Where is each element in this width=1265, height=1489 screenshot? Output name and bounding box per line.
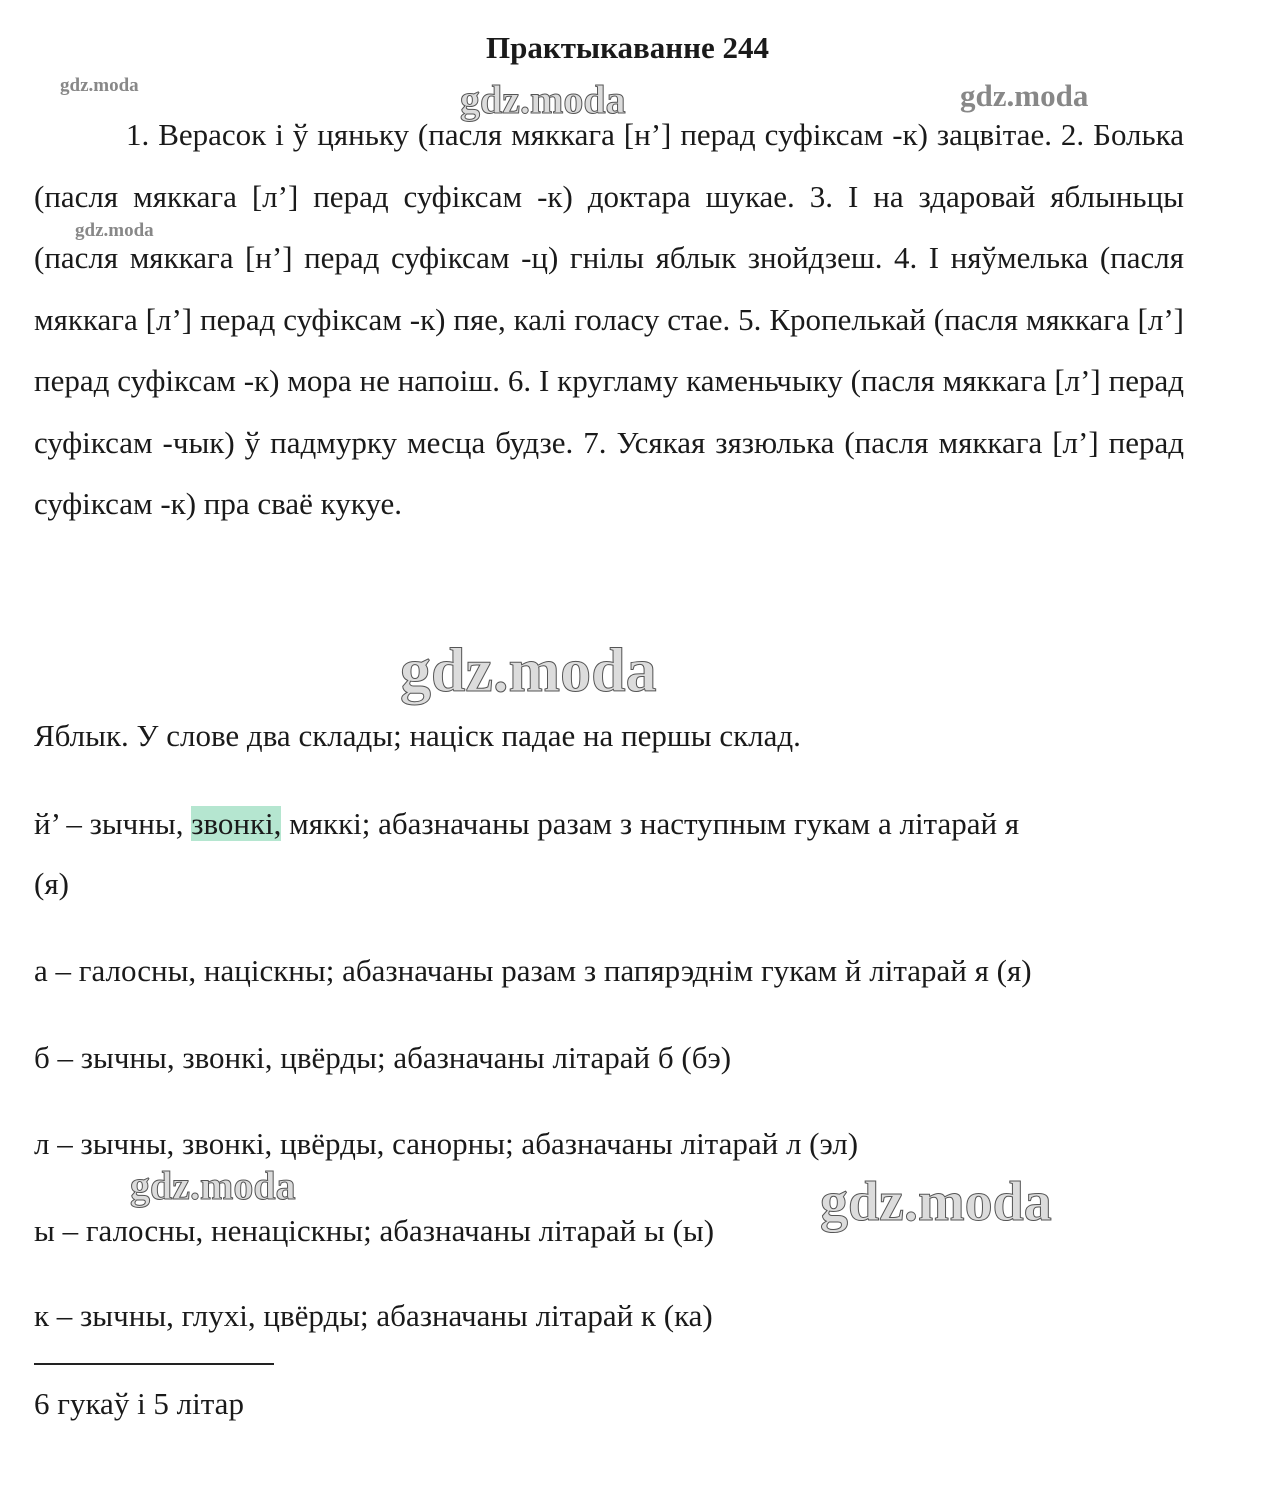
sound-b-line: б – зычны, звонкі, цвёрды; абазначаны літарай б (бэ) (34, 1040, 732, 1075)
page-title: Практыкаванне 244 (485, 30, 769, 65)
watermark-logo: gdz.moda (460, 77, 626, 122)
sound-y-line (34, 806, 1019, 842)
watermark-logo: gdz.moda (400, 637, 657, 705)
exercise-text (34, 104, 1184, 535)
sound-l-line: л – зычны, звонкі, цвёрды, санорны; абазначаны літарай л (эл) (34, 1126, 859, 1161)
sound-y-text-rest: мяккі; абазначаны разам з наступным гукам а літарай я (281, 806, 1020, 841)
watermark-logo: gdz.moda (75, 220, 154, 241)
highlighted-word: звонкі, (191, 806, 282, 841)
summary-text: 6 гукаў і 5 літар (34, 1386, 244, 1421)
watermark-logo: gdz.moda (820, 1171, 1052, 1233)
exercise-paragraph: 1. Верасок і ў цяньку (пасля мяккага [н’] перад суфіксам -к) зацвітае. 2. Болька (пасля мяккага [л’] перад суфіксам -к) доктара шукае. 3. І на здаровай яблыньцы (пасля мяккага [н’] перад суфіксам -ц) гнілы яблык знойдзеш. 4. І няўмелька (пасля мяккага [л’] перад суфіксам -к) пяе, калі голасу стае. 5. Кропелькай (пасля мяккага [л’] перад суфіксам -к) мора не напоіш. 6. І кругламу каменьчыку (пасля мяккага [л’] перад суфіксам -чык) ў падмурку месца будзе. 7. Усякая зязюлька (пасля мяккага [л’] перад суфіксам -к) пра сваё кукуе. (34, 117, 1184, 521)
watermark-logo: gdz.moda (960, 78, 1089, 113)
sound-a-line: а – галосны, націскны; абазначаны разам з папярэднім гукам й літарай я (я) (34, 953, 1032, 988)
sound-k-line: к – зычны, глухі, цвёрды; абазначаны літарай к (ка) (34, 1298, 713, 1333)
watermark-logo: gdz.moda (60, 75, 139, 96)
divider (34, 1363, 274, 1365)
sound-y-text: й’ – зычны, (34, 806, 192, 841)
analysis-intro: Яблык. У слове два склады; націск падае на першы склад. (34, 718, 801, 753)
watermark-logo: gdz.moda (130, 1163, 296, 1208)
sound-y2-line: ы – галосны, ненаціскны; абазначаны літарай ы (ы) (34, 1213, 715, 1248)
sound-y-continuation: (я) (34, 866, 69, 901)
